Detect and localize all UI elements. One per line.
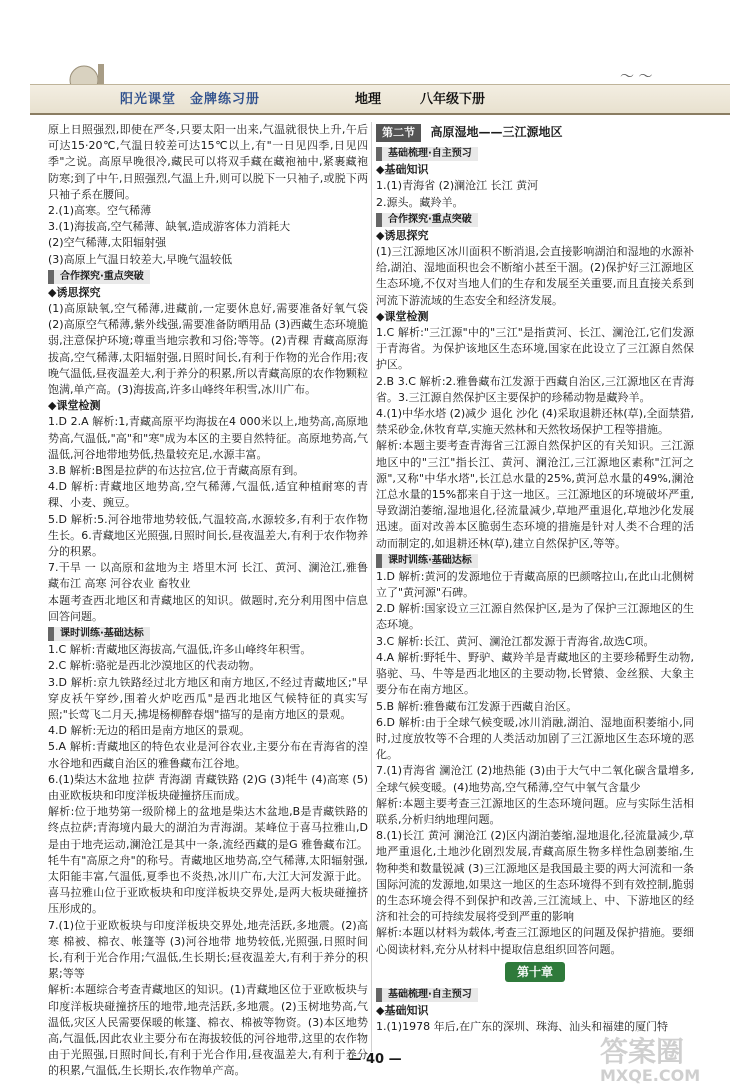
answer-item: 5.D 解析:5.河谷地带地势较低,气温较高,水源较多,有利于农作物生长。6.青藏地区光照强,日照时间长,昼夜温差大,有利于农作物养分的积累。 [48,512,368,559]
chapter-title: 第十章 [505,962,565,982]
series-title: 阳光课堂 金牌练习册 [120,92,261,107]
section-tag: 合作探究·重点突破 [376,213,478,227]
section-tag: 课时训练·基础达标 [48,627,150,641]
subheading: ◆课堂检测 [48,399,101,413]
chapter-banner [376,962,694,982]
grade-label: 八年级下册 [420,92,486,107]
answer-q3c: (3)高原上气温日较差大,早晚气温较低 [48,252,233,266]
subheading: ◆诱思探究 [376,228,429,242]
inquiry-text: (1)高原缺氧,空气稀薄,进藏前,一定要休息好,需要准备好氧气袋 (2)高原空气稀薄,紫外线强,需要准备防晒用品 (3)西藏生态环境脆弱,注意保护环境;尊重当地宗教和习俗;等等。(2)青稞 青藏高原海拔高,空气稀薄,太阳辐射强,日照时间长,有利于作物的光合作用;夜晚气温低,昼夜温差大,利于养分的积累,所以青藏高原的农作物颗粒饱满,单产高。(3)海拔高,许多山峰终年积雪,冰川广布。 [48,302,368,397]
section-header [376,124,694,142]
answer-item: 1.(1)1978 年后,在广东的深圳、珠海、汕头和福建的厦门特 [376,1020,669,1034]
inquiry-text: (1)三江源地区冰川面积不断消退,会直接影响湖泊和湿地的水源补给,湖泊、湿地面积也会不断缩小甚至干涸。(2)保护好三江源地区生态环境,不仅对当地人们的生存和发展至关重要,而且直接关系到河流下游流域的生态安全和经济发展。 [376,245,694,307]
answer-item: 4.A 解析:野牦牛、野驴、藏羚羊是青藏地区的主要珍稀野生动物,骆驼、马、牛等是西北地区的主要动物,长臂猿、金丝猴、大象主要分布在南方地区。 [376,650,694,697]
answer-item: 7.(1)位于亚欧板块与印度洋板块交界处,地壳活跃,多地震。(2)高寒 棉被、棉衣、帐篷等 (3)河谷地带 地势较低,光照强,日照时间长,有利于光合作用;气温低,生长期长;昼夜温差大,有利于养分的积累;等等 [48,918,368,981]
subheading: ◆课堂检测 [376,309,429,323]
answer-item: 3.B 解析:B图是拉萨的布达拉宫,位于青藏高原有到。 [48,464,305,478]
answer-item: 2.D 解析:国家设立三江源自然保护区,是为了保护三江源地区的生态环境。 [376,602,694,632]
intro-text: 原上日照强烈,即使在严冬,只要太阳一出来,气温就很快上升,午后可达15·20℃,气温日较差可达15℃以上,有"一日见四季,日见四季"之说。高原早晚很冷,藏民可以将双手藏在藏袍袖中,紧裹藏袍防寒;到了中午,日照强烈,气温上升,则可以脱下一只袖子,或脱下两只袖子系在腰间。 [48,123,368,201]
answer-item: 7.(1)青海省 澜沧江 (2)地热能 (3)由于大气中二氧化碳含量增多,全球气候变暖。(4)地势高,空气稀薄,空气中氧气含量少 [376,764,694,794]
birds-icon: 〜 〜 [620,69,653,85]
answer-item: 2.B 3.C 解析:2.雅鲁藏布江发源于西藏自治区,三江源地区在青海省。3.三江源自然保护区主要保护的珍稀动物是藏羚羊。 [376,374,694,404]
section-tag: 基础梳理·自主预习 [376,147,478,161]
watermark-logo [600,1030,735,1085]
page-number: — 40 — [348,1052,402,1067]
answer-item: 6.(1)柴达木盆地 拉萨 青海湖 青藏铁路 (2)G (3)牦牛 (4)高寒 (5)由亚欧板块和印度洋板块碰撞挤压而成。 [48,772,368,802]
section-tag: 基础梳理·自主预习 [376,988,478,1002]
answer-item: 3.C 解析:长江、黄河、澜沧江都发源于青海省,故选C项。 [376,634,655,648]
answer-explanation: 解析:本题综合考查青藏地区的知识。(1)青藏地区位于亚欧板块与印度洋板块碰撞挤压的地带,地壳活跃,多地震。(2)玉树地势高,气温低,灾区人民需要保暖的帐篷、棉衣、棉被等物资。(3)本区地势高,气温低,因此农业主要分布在海拔较低的河谷地带,这里的农作物由于光照强,日照时间长,有利于光合作用,昼夜温差大,有利于养分的积累,气温低,生长期长,农作物单产高。 [48,983,368,1078]
section-badge: 第二节 [376,124,421,142]
answer-item: 1.D 解析:黄河的发源地位于青藏高原的巴颜喀拉山,在此山北侧树立了"黄河源"石碑。 [376,569,694,600]
answer-item: 1.C 解析:"三江源"中的"三江"是指黄河、长江、澜沧江,它们发源于青海省。为保护该地区生态环境,国家在此设立了三江源自然保护区。 [376,326,694,372]
section-tag: 合作探究·重点突破 [48,270,150,284]
watermark-top: 答案圈 [600,1035,685,1068]
answer-q3b: (2)空气稀薄,太阳辐射强 [48,236,167,250]
answer-item: 1.(1)青海省 (2)澜沧江 长江 黄河 [376,179,539,193]
answer-explanation: 本题考查西北地区和青藏地区的知识。做题时,充分利用图中信息回答问题。 [48,593,368,623]
answer-item: 6.D 解析:由于全球气候变暖,冰川消融,湖泊、湿地面积萎缩小,同时,过度放牧等不合理的人类活动加剧了三江源地区生态环境的恶化。 [376,715,694,762]
answer-explanation: 解析:本题以材料为载体,考查三江源地区的问题及保护措施。要细心阅读材料,充分从材料中提取信息组织回答问题。 [376,926,694,956]
answer-item: 5.A 解析:青藏地区的特色农业是河谷农业,主要分布在青海省的湟水谷地和西藏自治区的雅鲁藏布江谷地。 [48,740,368,770]
answer-explanation: 解析:本题主要考查三江源地区的生态环境问题。应与实际生活相联系,分析归纳地理问题。 [376,796,694,826]
column-divider [371,122,372,1052]
answer-item: 8.(1)长江 黄河 澜沧江 (2)区内湖泊萎缩,湿地退化,径流量减少,草地严重退化,土地沙化剧烈发展,青藏高原生物多样性急剧萎缩,生物种类和数量锐减 (3)三江源地区是我国最主要的两大河流和一条国际河流的发源地,如果这一地区的生态环境得不到有效控制,脆弱的生态环境会得不到保护和改善,三江流域上、中、下游地区的经济和社会的可持续发展将受到严重的影响 [376,829,694,924]
answer-item: 1.D 2.A 解析:1,青藏高原平均海拔在4 000米以上,地势高,高原地势高,气温低,"高"和"寒"成为本区的主要自然特征。高原地势高,气温低,河谷地带地势低,热量较充足,水源丰富。 [48,415,368,461]
answer-item: 2.源头。藏羚羊。 [376,195,464,209]
answer-item: 1.C 解析:青藏地区海拔高,气温低,许多山峰终年积雪。 [48,643,312,657]
page-header [0,0,750,118]
subheading: ◆基础知识 [376,1003,429,1017]
answer-explanation: 解析:本题主要考查青海省三江源自然保护区的有关知识。三江源地区中的"三江"指长江、黄河、澜沧江,三江源地区素称"江河之源",又称"中华水塔",长江总水量的25%,黄河总水量的49%,澜沧江总水量的15%都来自于这一地区。三江源地区的环境破坏严重,导致湖泊萎缩,湿地退化,径流量减少,草地严重退化,草地沙化发展迅速。面对改善本区脆弱生态环境的措施是针对人类不合理的活动而制定的,如退耕还林(草),建立自然保护区,等等。 [376,439,694,550]
answer-q3a: 3.(1)海拔高,空气稀薄、缺氧,造成游客体力消耗大 [48,220,291,234]
left-column [48,122,368,1080]
answer-item: 4.(1)中华水塔 (2)减少 退化 沙化 (4)采取退耕还林(草),全面禁猎,禁采砂金,休牧育草,实施天然林和天然牧场保护工程等措施。 [376,407,694,437]
answer-explanation: 解析:位于地势第一级阶梯上的盆地是柴达木盆地,B是青藏铁路的终点拉萨;青海境内最大的湖泊为青海湖。某峰位于喜马拉雅山,D是由于地壳运动,澜沧江是其中一条,流经西藏的是G 雅鲁藏布江。牦牛有"高原之舟"的称号。青藏地区地势高,空气稀薄,太阳辐射强,太阳能丰富,气温低,夏季也不炎热,冰川广布,大江大河发源于此。喜马拉雅山位于亚欧板块和印度洋板块交界处,是两大板块碰撞挤压形成的。 [48,805,368,916]
answer-item: 3.D 解析:京九铁路经过北方地区和南方地区,不经过青藏地区;"早穿皮袄午穿纱,围着火炉吃西瓜"是西北地区气候特征的真实写照;"长莺飞二月天,拂堤杨柳醉春烟"描写的是南方地区的景观。 [48,675,368,721]
section-title: 高原湿地——三江源地区 [430,125,563,139]
watermark-bottom: MXQE.COM [600,1066,701,1085]
answer-item: 5.B 解析:雅鲁藏布江发源于西藏自治区。 [376,699,578,713]
answer-q2: 2.(1)高寒。空气稀薄 [48,204,152,218]
answer-item: 2.C 解析:骆驼是西北沙漠地区的代表动物。 [48,659,261,673]
section-tag: 课时训练·基础达标 [376,554,478,568]
answer-item: 4.D 解析:无边的稻田是南方地区的景观。 [48,724,251,738]
right-column [376,122,694,1035]
answer-item: 4.D 解析:青藏地区地势高,空气稀薄,气温低,适宜种植耐寒的青稞、小麦、豌豆。 [48,480,368,510]
subject-label: 地理 [355,92,382,107]
subheading: ◆基础知识 [376,163,429,177]
answer-item: 7.干旱 一 以高原和盆地为主 塔里木河 长江、黄河、澜沧江,雅鲁藏布江 高寒 河谷农业 畜牧业 [48,561,368,591]
subheading: ◆诱思探究 [48,285,101,299]
